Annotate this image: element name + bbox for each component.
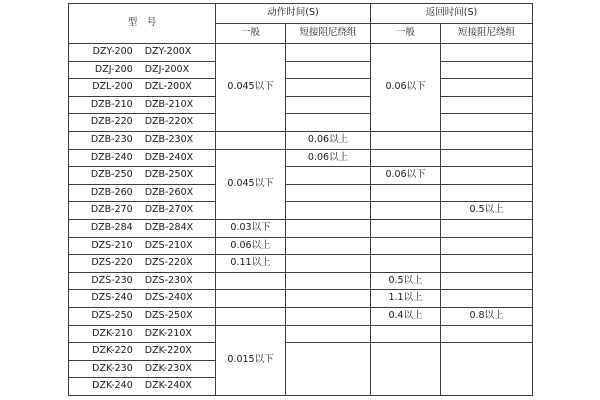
action-general-cell: 0.11以上 (216, 255, 286, 273)
return-damping-cell (441, 219, 533, 237)
model-cell (69, 131, 216, 149)
table-row (69, 307, 533, 325)
model-name-variant: DZS-240X (144, 292, 193, 304)
action-damping-cell (286, 325, 371, 343)
col-header-action-damping: 短接阻尼绕组 (286, 24, 371, 44)
action-damping-cell (286, 114, 371, 132)
model-name-primary: DZS-220 (91, 257, 133, 269)
return-general-cell (371, 255, 441, 273)
model-name-variant: DZS-220X (144, 257, 193, 269)
table-row (69, 202, 533, 220)
table-row (69, 149, 533, 167)
action-damping-cell (286, 202, 371, 220)
model-cell (69, 44, 216, 62)
action-damping-cell (286, 272, 371, 290)
model-name-variant: DZY-200X (144, 46, 192, 58)
model-name-variant: DZB-210X (144, 98, 194, 110)
return-damping-cell (441, 131, 533, 149)
table-row (69, 237, 533, 255)
model-cell (69, 114, 216, 132)
table-row (69, 272, 533, 290)
return-general-cell: 0.4以上 (371, 307, 441, 325)
action-damping-cell (286, 167, 371, 185)
model-cell (69, 290, 216, 308)
action-damping-cell (286, 290, 371, 308)
model-name-primary: DZB-230 (90, 134, 133, 146)
action-general-cell (216, 272, 286, 290)
col-header-model: 型 号 (69, 4, 216, 44)
col-header-return-general: 一般 (371, 24, 441, 44)
model-cell (69, 255, 216, 273)
action-damping-cell: 0.06以上 (286, 131, 371, 149)
model-name-primary: DZK-210 (92, 327, 133, 339)
model-name-primary: DZS-240 (91, 292, 133, 304)
table-row (69, 96, 533, 114)
model-cell (69, 202, 216, 220)
model-name-primary: DZK-230 (92, 362, 133, 374)
return-general-cell: 0.06以下 (371, 167, 441, 185)
return-damping-cell (441, 255, 533, 273)
model-name-variant: DZS-250X (144, 309, 193, 321)
table-header (69, 4, 533, 44)
action-general-cell: 0.03以下 (216, 219, 286, 237)
model-cell (69, 61, 216, 79)
action-damping-cell (286, 61, 371, 79)
model-name-variant: DZB-260X (144, 186, 194, 198)
return-general-cell (371, 184, 441, 202)
return-damping-cell (441, 184, 533, 202)
return-general-cell (371, 343, 441, 396)
model-name-variant: DZB-220X (144, 116, 194, 128)
model-cell (69, 272, 216, 290)
model-name-variant: DZL-200X (144, 81, 192, 93)
action-damping-cell (286, 79, 371, 97)
col-header-return-damping: 短接阻尼绕组 (441, 24, 533, 44)
model-name-variant: DZK-240X (144, 380, 192, 392)
table-row (69, 255, 533, 273)
action-damping-cell (286, 219, 371, 237)
model-name-primary: DZB-270 (90, 204, 133, 216)
action-damping-cell (286, 96, 371, 114)
model-name-variant: DZB-240X (144, 151, 194, 163)
model-cell (69, 237, 216, 255)
model-name-primary: DZS-250 (91, 309, 133, 321)
col-header-action-time: 动作时间(S) (216, 4, 371, 24)
model-cell (69, 360, 216, 378)
model-name-primary: DZB-220 (90, 116, 133, 128)
action-damping-cell (286, 255, 371, 273)
return-general-cell (371, 131, 441, 149)
action-damping-cell (286, 184, 371, 202)
action-general-cell (216, 290, 286, 308)
model-name-variant: DZK-220X (144, 345, 192, 357)
model-cell (69, 167, 216, 185)
return-damping-cell (441, 167, 533, 185)
model-cell (69, 79, 216, 97)
model-name-variant: DZB-250X (144, 169, 194, 181)
model-name-variant: DZJ-200X (144, 63, 190, 75)
model-cell (69, 343, 216, 361)
model-name-variant: DZB-270X (144, 204, 194, 216)
col-header-return-time: 返回时间(S) (371, 4, 533, 24)
action-damping-cell (286, 307, 371, 325)
return-damping-cell (441, 149, 533, 167)
action-damping-cell (286, 237, 371, 255)
return-damping-cell: 0.5以上 (441, 202, 533, 220)
table-row (69, 219, 533, 237)
return-general-cell: 0.5以上 (371, 272, 441, 290)
table-row (69, 290, 533, 308)
model-name-primary: DZS-230 (91, 274, 133, 286)
table-row (69, 325, 533, 343)
model-name-primary: DZY-200 (92, 46, 133, 58)
return-damping-cell: 0.8以上 (441, 307, 533, 325)
return-damping-cell (441, 114, 533, 132)
table-row (69, 79, 533, 97)
action-general-cell: 0.015以下 (216, 325, 286, 395)
model-name-variant: DZK-210X (144, 327, 192, 339)
model-name-primary: DZK-220 (92, 345, 133, 357)
model-name-primary: DZB-260 (90, 186, 133, 198)
model-name-primary: DZS-210 (91, 239, 133, 251)
return-damping-cell (441, 325, 533, 343)
table-row (69, 44, 533, 62)
table-row (69, 184, 533, 202)
model-name-variant: DZB-230X (144, 134, 194, 146)
col-header-action-general: 一般 (216, 24, 286, 44)
model-name-primary: DZB-284 (90, 222, 133, 234)
model-name-variant: DZB-284X (144, 222, 194, 234)
model-name-primary: DZB-240 (90, 151, 133, 163)
model-cell (69, 307, 216, 325)
return-general-cell (371, 219, 441, 237)
relay-spec-table (68, 3, 533, 396)
table-row (69, 131, 533, 149)
return-damping-cell (441, 79, 533, 97)
model-cell (69, 325, 216, 343)
model-name-variant: DZK-230X (144, 362, 192, 374)
model-name-variant: DZS-210X (144, 239, 193, 251)
model-cell (69, 96, 216, 114)
action-general-cell: 0.045以下 (216, 44, 286, 132)
model-name-primary: DZB-250 (90, 169, 133, 181)
action-damping-cell: 0.06以上 (286, 149, 371, 167)
return-general-cell: 0.06以下 (371, 44, 441, 132)
model-cell (69, 378, 216, 396)
action-general-cell: 0.06以上 (216, 237, 286, 255)
model-name-primary: DZL-200 (92, 81, 133, 93)
table-row (69, 343, 533, 361)
model-name-primary: DZB-210 (90, 98, 133, 110)
return-general-cell (371, 149, 441, 167)
return-general-cell (371, 325, 441, 343)
action-damping-cell (286, 343, 371, 396)
table-row (69, 114, 533, 132)
model-name-variant: DZS-230X (144, 274, 193, 286)
action-damping-cell (286, 44, 371, 62)
return-damping-cell (441, 61, 533, 79)
table-row (69, 61, 533, 79)
action-general-cell (216, 131, 286, 149)
return-damping-cell (441, 44, 533, 62)
model-name-primary: DZJ-200 (94, 63, 133, 75)
table-row (69, 167, 533, 185)
return-general-cell (371, 202, 441, 220)
action-general-cell: 0.045以下 (216, 149, 286, 219)
model-cell (69, 219, 216, 237)
table-body (69, 44, 533, 396)
model-name-primary: DZK-240 (92, 380, 133, 392)
return-damping-cell (441, 272, 533, 290)
return-damping-cell (441, 290, 533, 308)
return-damping-cell (441, 237, 533, 255)
model-cell (69, 184, 216, 202)
return-damping-cell (441, 96, 533, 114)
model-cell (69, 149, 216, 167)
return-general-cell: 1.1以上 (371, 290, 441, 308)
return-damping-cell (441, 343, 533, 396)
action-general-cell (216, 307, 286, 325)
return-general-cell (371, 237, 441, 255)
